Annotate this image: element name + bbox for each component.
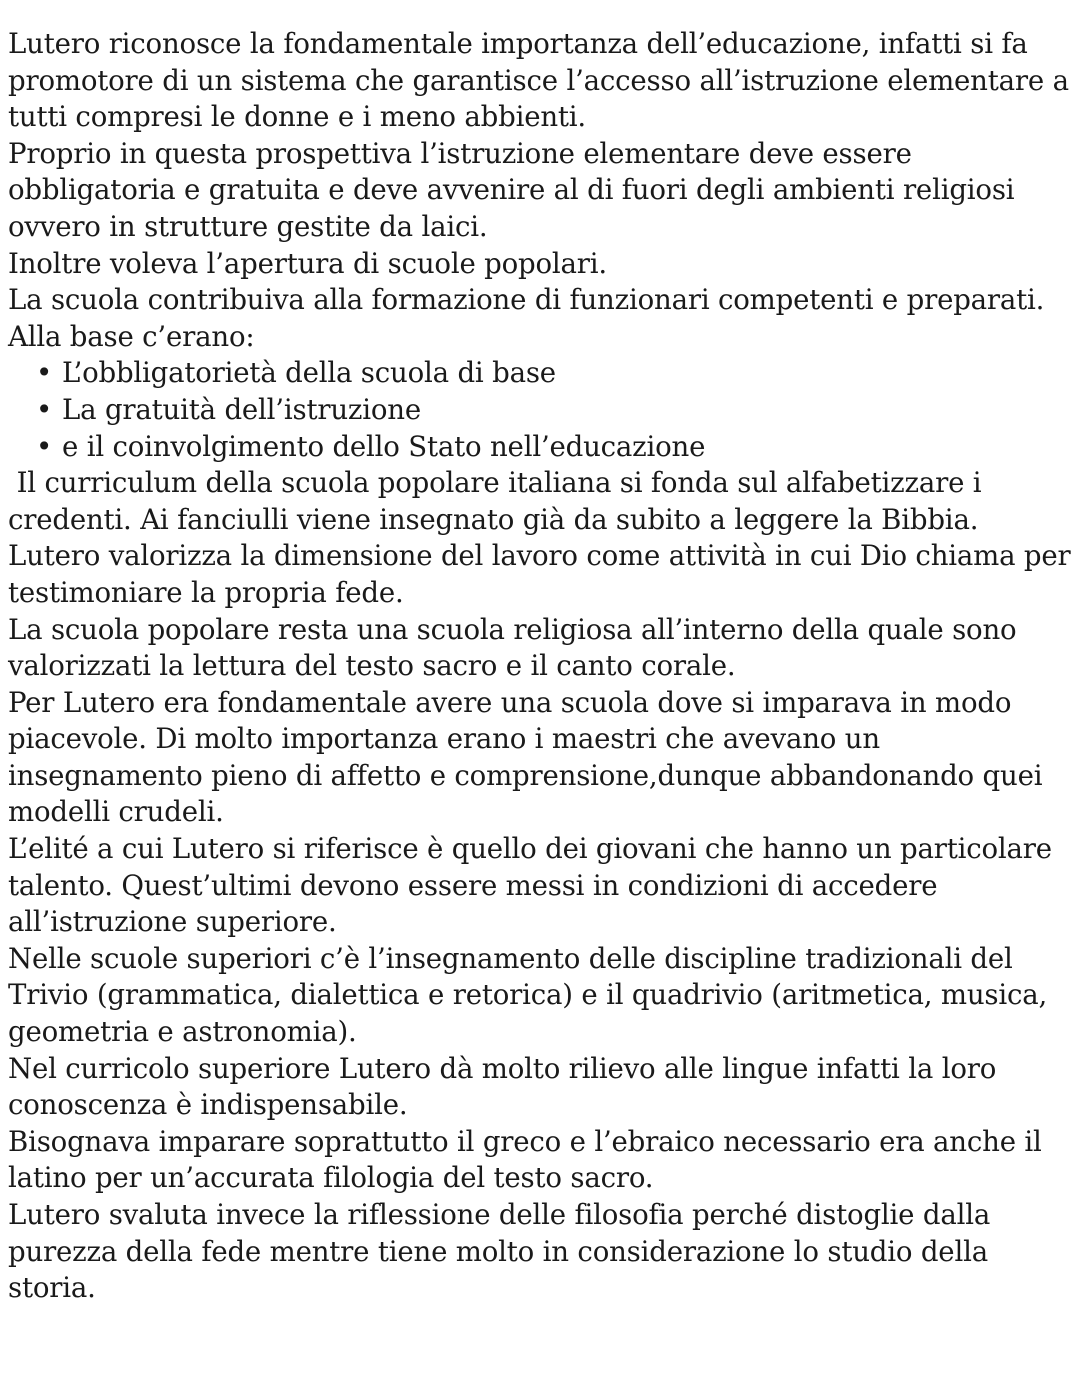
paragraph: La scuola popolare resta una scuola religiosa all’interno della quale sono valorizzati la lettura del testo sacro e il canto corale. <box>8 612 1017 683</box>
list-item <box>30 355 1074 392</box>
paragraph: Per Lutero era fondamentale avere una scuola dove si imparava in modo piacevole. Di molto importanza erano i maestri che avevano un insegnamento pieno di affetto e comprensione,dunque abbandonando quei modelli crudeli. <box>8 685 1043 829</box>
paragraph: Nelle scuole superiori c’è l’insegnamento delle discipline tradizionali del Trivio (grammatica, dialettica e retorica) e il quadrivio (aritmetica, musica, geometria e astronomia). <box>8 941 1048 1049</box>
document-body <box>8 26 1074 1307</box>
list-item-text: e il coinvolgimento dello Stato nell’educazione <box>62 429 706 463</box>
paragraph: Lutero riconosce la fondamentale importanza dell’educazione, infatti si fa promotore di un sistema che garantisce l’accesso all’istruzione elementare a tutti compresi le donne e i meno abbienti. <box>8 27 1069 134</box>
paragraph: La scuola contribuiva alla formazione di funzionari competenti e preparati. <box>8 283 1045 317</box>
paragraph: Inoltre voleva l’apertura di scuole popolari. <box>8 246 607 280</box>
bullet-icon: • <box>36 429 53 463</box>
paragraph: Alla base c’erano: <box>8 319 255 353</box>
bullet-icon: • <box>36 392 53 426</box>
list-item <box>30 429 1074 466</box>
list-item <box>30 392 1074 429</box>
paragraph: Lutero svaluta invece la riflessione delle filosofia perché distoglie dalla purezza della fede mentre tiene molto in considerazione lo studio della storia. <box>8 1198 991 1305</box>
paragraph: Bisognava imparare soprattutto il greco e l’ebraico necessario era anche il latino per un’accurata filologia del testo sacro. <box>8 1124 1059 1195</box>
list-item-text: L’obbligatorietà della scuola di base <box>62 356 556 390</box>
paragraph: L’elité a cui Lutero si riferisce è quello dei giovani che hanno un particolare talento. Quest’ultimi devono essere messi in condizioni di accedere all’istruzione superiore. <box>8 832 1052 939</box>
paragraph: Proprio in questa prospettiva l’istruzione elementare deve essere obbligatoria e gratuita e deve avvenire al di fuori degli ambienti religiosi ovvero in strutture gestite da laici. <box>8 136 1015 243</box>
paragraph: Lutero valorizza la dimensione del lavoro come attività in cui Dio chiama per testimoniare la propria fede. <box>8 539 1071 609</box>
paragraph: Nel curricolo superiore Lutero dà molto rilievo alle lingue infatti la loro conoscenza è indispensabile. <box>8 1051 997 1122</box>
bullet-icon: • <box>36 356 53 390</box>
bullet-list <box>8 355 1074 465</box>
list-item-text: La gratuità dell’istruzione <box>62 392 421 426</box>
paragraph: Il curriculum della scuola popolare italiana si fonda sul alfabetizzare i credenti. Ai fanciulli viene insegnato già da subito a leggere la Bibbia. <box>8 466 990 536</box>
